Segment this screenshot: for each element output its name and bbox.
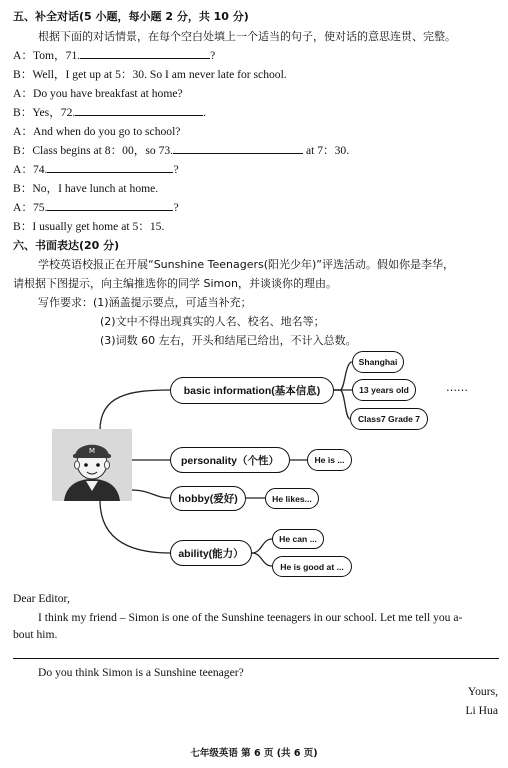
connector-ability — [100, 500, 170, 553]
section6-intro-line2: 请根据下图提示，向主编推选你的同学 Simon，并谈谈你的理由。 — [13, 277, 337, 290]
writing-requirement-1: 写作要求：(1)涵盖提示要点，可适当补充； — [38, 296, 252, 309]
writing-line[interactable] — [13, 658, 499, 659]
node-ability: ability(能力） — [170, 540, 252, 566]
node-personality: personality（个性） — [170, 447, 290, 473]
node-shanghai: Shanghai — [352, 351, 404, 373]
node-ellipsis: …… — [446, 381, 468, 394]
dialogue-line-b4: B：No，I have lunch at home. — [13, 182, 159, 195]
letter-signature: Li Hua — [465, 704, 498, 717]
dialogue-line-75: A：75. ? — [13, 201, 179, 214]
dialogue-line-74: A：74. ? — [13, 163, 179, 176]
avatar — [52, 429, 132, 501]
section6-heading: 六、书面表达(20 分) — [13, 239, 120, 252]
node-basic-information: basic information(基本信息) — [170, 377, 334, 404]
letter-greeting: Dear Editor, — [13, 592, 70, 605]
dialogue-line-a3: A：And when do you go to school? — [13, 125, 181, 138]
letter-closing-question: Do you think Simon is a Sunshine teenager? — [38, 666, 244, 679]
section6-intro-line1: 学校英语校报正在开展“Sunshine Teenagers(阳光少年)”评选活动。假如你是李华， — [38, 258, 454, 271]
node-he-is-good-at: He is good at ... — [272, 556, 352, 577]
dialogue-line-73: B：Class begins at 8：00，so 73. at 7：30. — [13, 144, 350, 157]
node-he-likes: He likes... — [265, 488, 319, 509]
letter-closing: Yours, — [467, 685, 498, 698]
node-age: 13 years old — [352, 379, 416, 401]
dialogue-line-b1: B：Well，I get up at 5：30. So I am never late for school. — [13, 68, 287, 81]
dialogue-line-72: B：Yes，72. . — [13, 106, 207, 119]
dialogue-line-a2: A：Do you have breakfast at home? — [13, 87, 183, 100]
connector-hobby — [132, 490, 170, 498]
connector-class — [334, 390, 350, 419]
connector-basic — [100, 390, 170, 430]
connector-he-can — [252, 539, 272, 553]
svg-text:M: M — [88, 447, 96, 455]
letter-body-line1: I think my friend – Simon is one of the Sunshine teenagers in our school. Let me tell you a- — [38, 611, 463, 624]
node-he-can: He can ... — [272, 529, 324, 549]
node-class: Class7 Grade 7 — [350, 408, 428, 430]
writing-requirement-2: (2)文中不得出现真实的人名、校名、地名等； — [100, 315, 325, 328]
writing-requirement-3: (3)词数 60 左右，开头和结尾已给出，不计入总数。 — [100, 334, 357, 347]
dialogue-line-b5: B：I usually get home at 5：15. — [13, 220, 165, 233]
node-hobby: hobby(爱好) — [170, 486, 246, 511]
node-he-is: He is ... — [307, 449, 352, 471]
letter-body-line2: bout him. — [13, 628, 58, 641]
section5-heading: 五、补全对话(5 小题，每小题 2 分，共 10 分) — [13, 10, 249, 23]
connector-he-is-good-at — [252, 553, 272, 566]
connector-shanghai — [334, 362, 352, 390]
section5-instruction: 根据下面的对话情景，在每个空白处填上一个适当的句子，使对话的意思连贯、完整。 — [38, 30, 456, 43]
page-footer: 七年级英语 第 6 页 (共 6 页) — [190, 748, 318, 759]
dialogue-line-71: A：Tom，71. ? — [13, 49, 216, 62]
